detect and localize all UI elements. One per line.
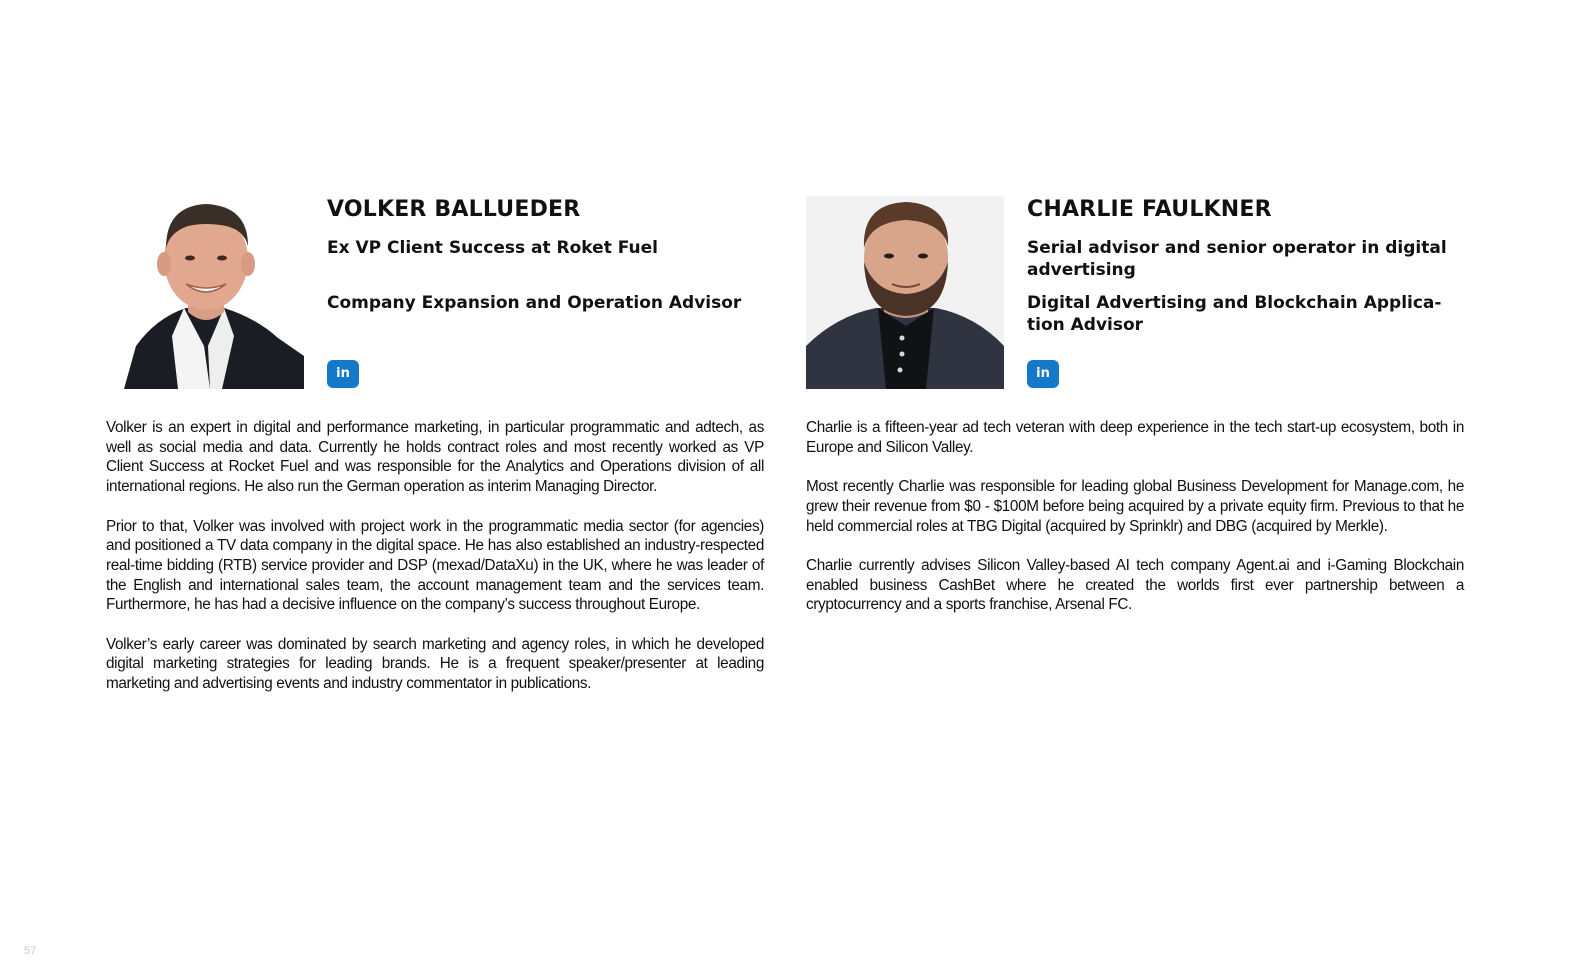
profile-bio — [806, 418, 1464, 615]
bio-paragraph: Most recently Charlie was responsible for leading global Business Development for Manage.com, he grew their revenue from $0 - $100M before being acquired by a private equity firm. Previous to that he held commercial roles at TBG Digital (acquired by Sprinklr) and DBG (acquired by Merkle). — [806, 478, 1464, 535]
profile-name: VOLKER BALLUEDER — [327, 197, 581, 222]
profile-info — [1027, 196, 1467, 381]
linkedin-icon[interactable]: in — [327, 360, 359, 388]
profile-role-primary: Ex VP Client Success at Roket Fuel — [327, 238, 658, 258]
profile-role-secondary: Digital Advertising and Blockchain Applica-tion Advisor — [1027, 293, 1442, 335]
bio-paragraph: Prior to that, Volker was involved with project work in the programmatic media sector (for agencies) and positioned a TV data company in the digital space. He has also established an industry-respected real-time bidding (RTB) service provider and DSP (mexad/DataXu) in the UK, where he was leader of the English and international sales team, the account management team and the services team. Furthermore, he has had a decisive influence on the company’s success throughout Europe. — [106, 517, 764, 614]
linkedin-icon[interactable]: in — [1027, 360, 1059, 388]
page-number: 57 — [24, 945, 37, 957]
bio-paragraph: Volker’s early career was dominated by search marketing and agency roles, in which he developed digital marketing strategies for leading brands. He is a frequent speaker/presenter at leading marketing and advertising events and industry commentator in publications. — [106, 635, 764, 693]
profile-bio — [106, 418, 764, 694]
volker-portrait-photo — [106, 196, 304, 389]
profile-info — [327, 196, 767, 381]
profile-role-primary: Serial advisor and senior operator in digital advertising — [1027, 238, 1447, 280]
bio-paragraph: Charlie currently advises Silicon Valley-based AI tech company Agent.ai and i-Gaming Blockchain enabled business CashBet where he created the worlds first ever partnership between a cryptocurrency and a sports franchise, Arsenal FC. — [806, 556, 1464, 614]
profile-role-secondary: Company Expansion and Operation Advisor — [327, 293, 742, 313]
bio-paragraph: Volker is an expert in digital and performance marketing, in particular programmatic and adtech, as well as social media and data. Currently he holds contract roles and most recently worked as VP Client Success at Rocket Fuel and was responsible for the Analytics and Operations division of all international regions. He also run the German operation as interim Managing Director. — [106, 419, 764, 496]
charlie-portrait-photo — [806, 196, 1004, 389]
profile-name: CHARLIE FAULKNER — [1027, 197, 1272, 222]
bio-paragraph: Charlie is a fifteen-year ad tech veteran with deep experience in the tech start-up ecosystem, both in Europe and Silicon Valley. — [806, 419, 1464, 456]
